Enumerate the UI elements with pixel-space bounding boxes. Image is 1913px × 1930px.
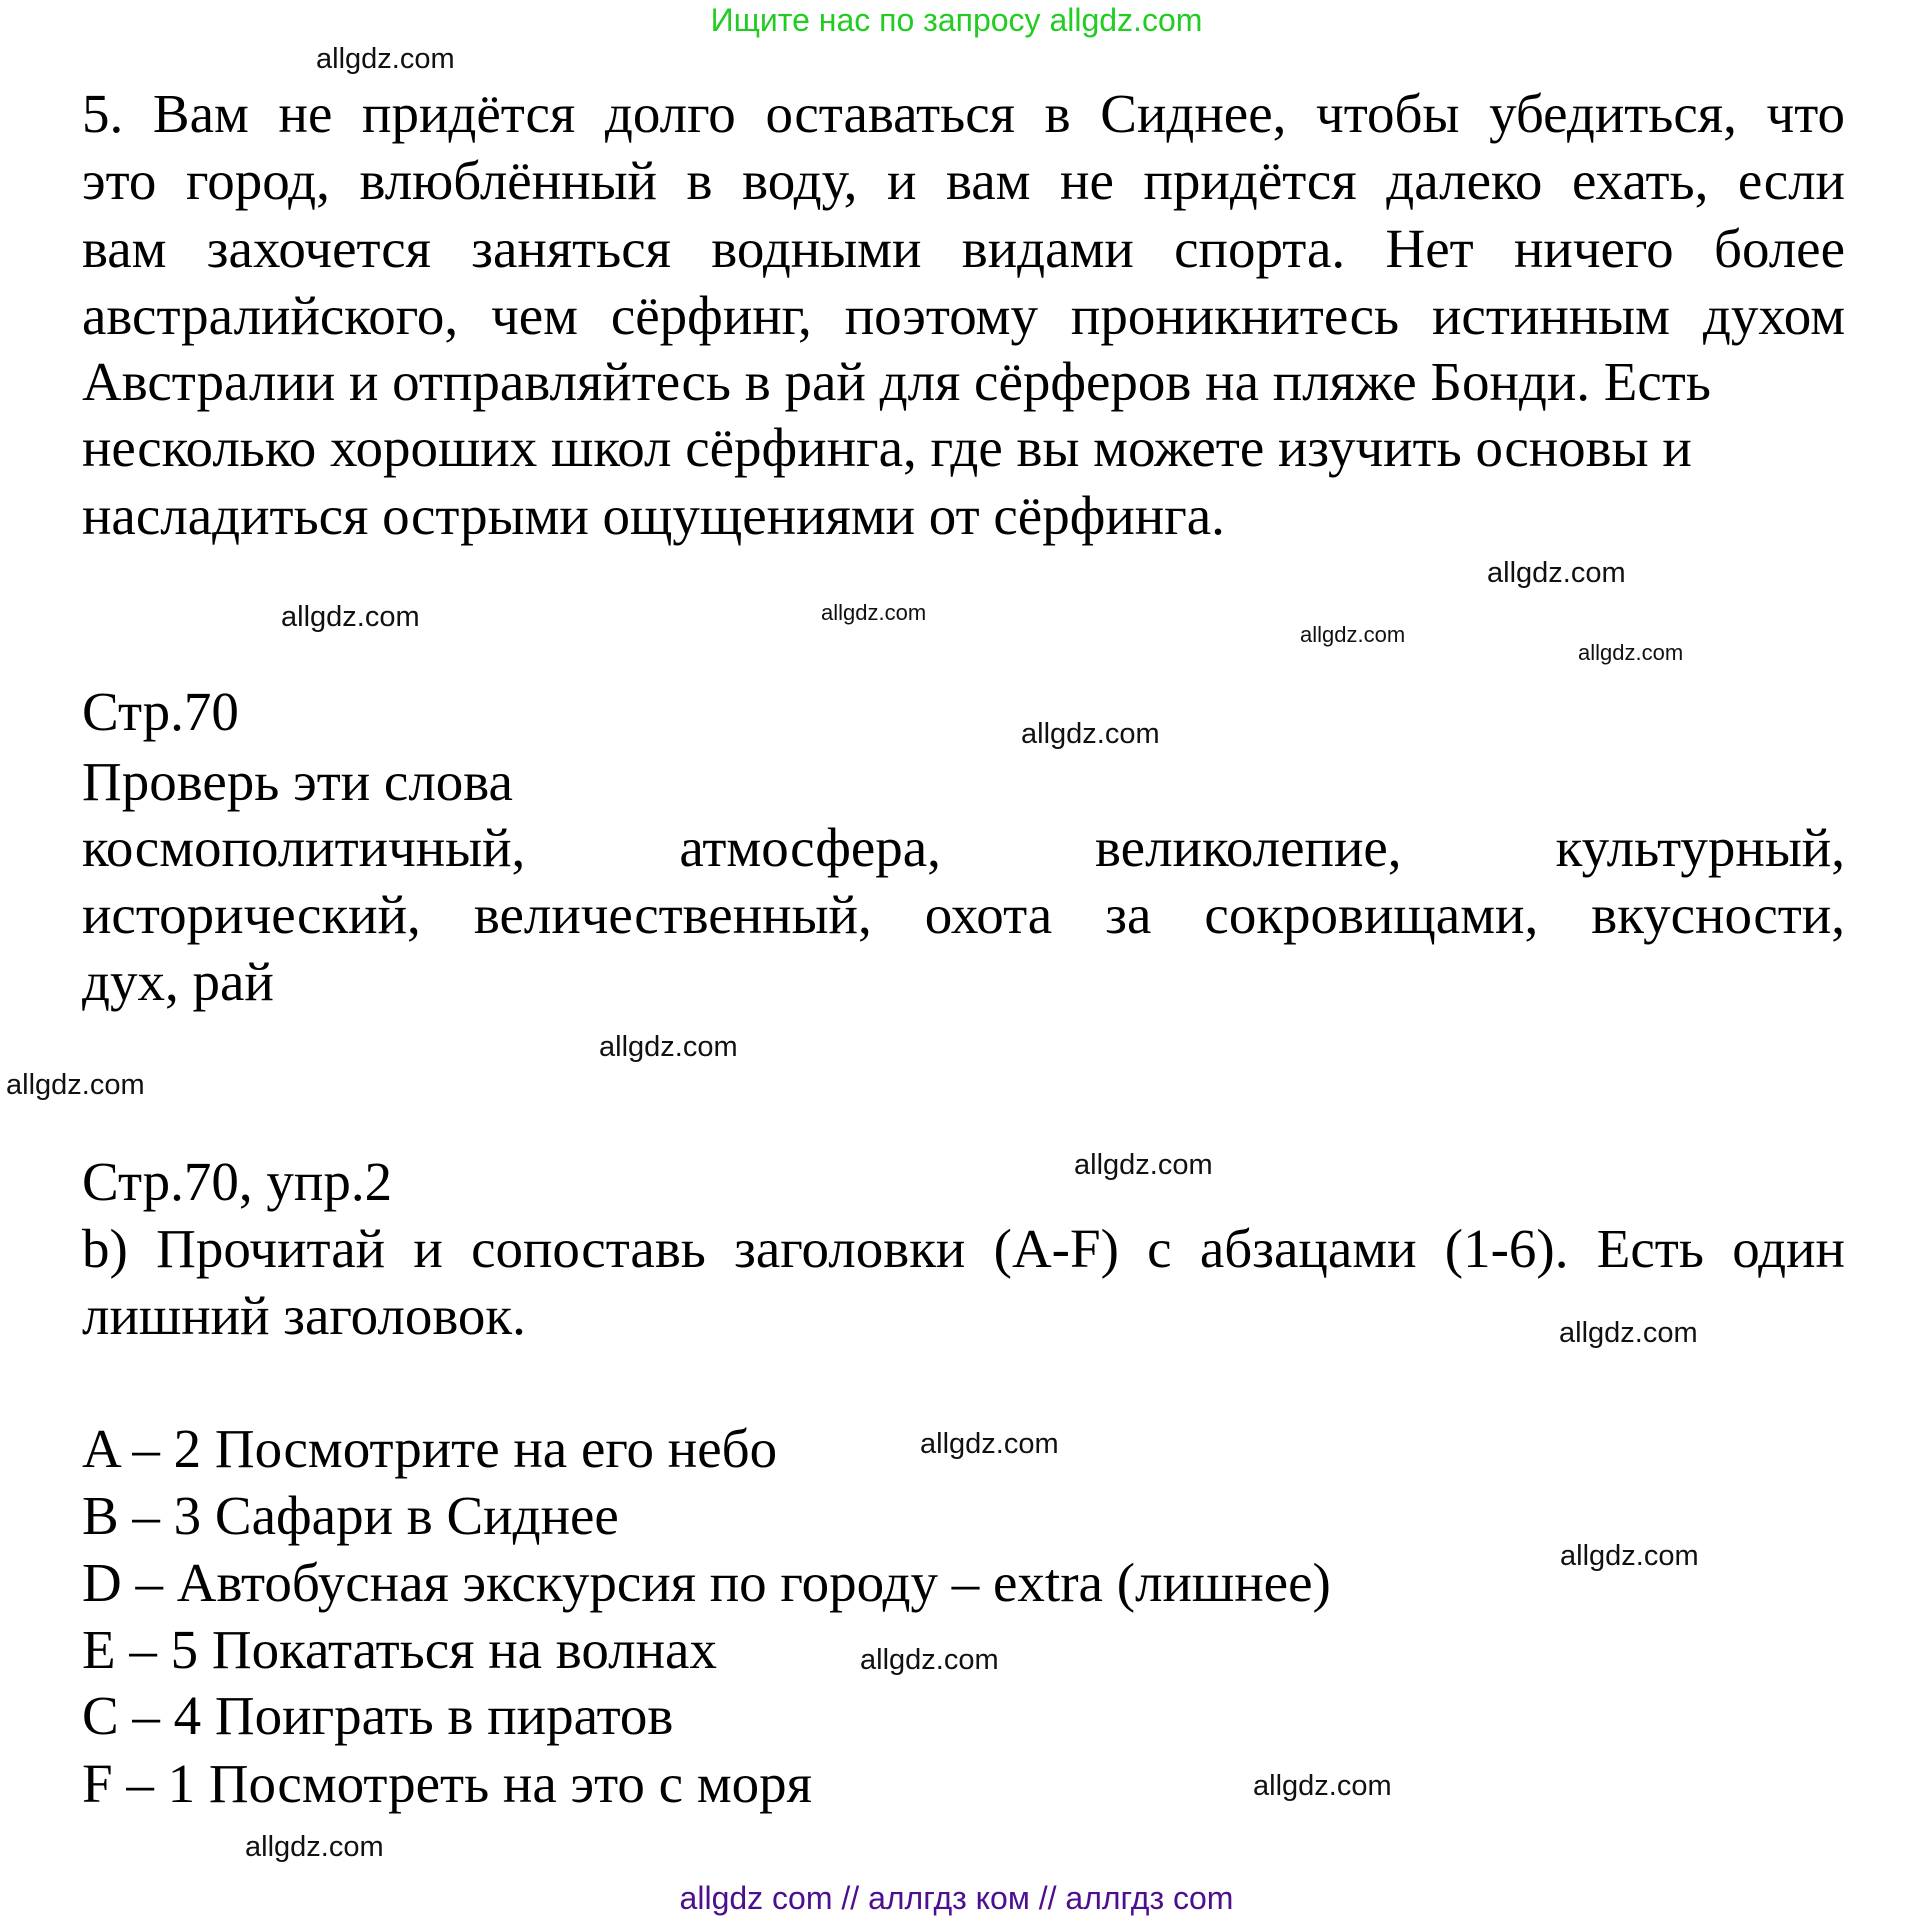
page-heading: Стр.70, упр.2: [82, 1151, 393, 1212]
watermark: allgdz.com: [1559, 1317, 1698, 1349]
answer-item: A – 2 Посмотрите на его небо: [82, 1418, 778, 1479]
watermark: allgdz.com: [245, 1831, 384, 1863]
paragraph-line: Австралии и отправляйтесь в рай для сёрферов на пляже Бонди. Есть: [82, 351, 1711, 412]
watermark: allgdz.com: [316, 43, 455, 75]
watermark: allgdz.com: [599, 1031, 738, 1063]
watermark: allgdz.com: [920, 1428, 1059, 1460]
answer-item: E – 5 Покататься на волнах: [82, 1619, 717, 1680]
watermark: allgdz.com: [821, 600, 927, 625]
paragraph-line: несколько хороших школ сёрфинга, где вы можете изучить основы и: [82, 417, 1692, 478]
word-list-line: космополитичный, атмосфера, великолепие, культурный,: [82, 817, 1845, 878]
paragraph-line: 5. Вам не придётся долго оставаться в Сиднее, чтобы убедиться, что: [82, 83, 1845, 144]
answer-item: C – 4 Поиграть в пиратов: [82, 1685, 674, 1746]
watermark: allgdz.com: [1487, 557, 1626, 589]
page-heading: Стр.70: [82, 681, 239, 742]
watermark: allgdz.com: [860, 1644, 999, 1676]
task-line: лишний заголовок.: [82, 1285, 526, 1346]
watermark: allgdz.com: [1300, 622, 1406, 647]
word-list-line: исторический, величественный, охота за сокровищами, вкусности,: [82, 884, 1845, 945]
watermark: allgdz.com: [1074, 1149, 1213, 1181]
word-list-line: дух, рай: [82, 951, 274, 1012]
watermark: allgdz.com: [1021, 718, 1160, 750]
watermark: allgdz.com: [281, 601, 420, 633]
paragraph-line: это город, влюблённый в воду, и вам не придётся далеко ехать, если: [82, 150, 1845, 211]
watermark: allgdz.com: [1560, 1540, 1699, 1572]
paragraph-line: австралийского, чем сёрфинг, поэтому проникнитесь истинным духом: [82, 285, 1845, 346]
paragraph-line: насладиться острыми ощущениями от сёрфинга.: [82, 485, 1225, 546]
paragraph-line: вам захочется заняться водными видами спорта. Нет ничего более: [82, 218, 1845, 279]
watermark: allgdz.com: [1578, 640, 1684, 665]
answer-item: B – 3 Сафари в Сиднее: [82, 1485, 619, 1546]
watermark: allgdz.com: [1253, 1770, 1392, 1802]
watermark: allgdz.com: [6, 1069, 145, 1101]
answer-item: F – 1 Посмотреть на это с моря: [82, 1753, 812, 1814]
task-line: b) Прочитай и сопоставь заголовки (A-F) с абзацами (1-6). Есть один: [82, 1218, 1845, 1279]
footer-banner: allgdz com // аллгдз ком // аллгдз com: [679, 1880, 1234, 1916]
header-banner: Ищите нас по запросу allgdz.com: [710, 2, 1203, 38]
section-title: Проверь эти слова: [82, 751, 513, 812]
answer-item: D – Автобусная экскурсия по городу – extra (лишнее): [82, 1552, 1331, 1613]
